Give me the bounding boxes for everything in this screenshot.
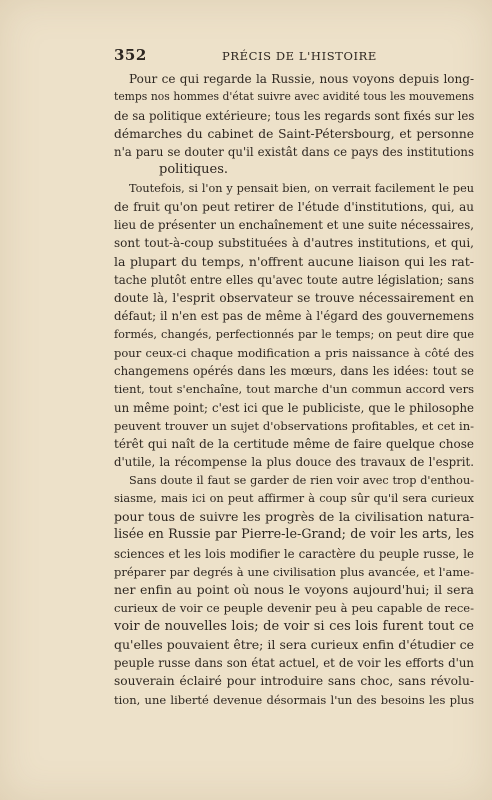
text-line: tache plutôt entre elles qu'avec toute autre législation; sans xyxy=(114,272,474,287)
text-line: démarches du cabinet de Saint-Pétersbourg, et personne xyxy=(114,126,474,141)
text-line: siasme, mais ici on peut affirmer à coup sûr qu'il sera curieux xyxy=(114,491,474,505)
text-line: peuple russe dans son état actuel, et de voir les efforts d'un xyxy=(114,656,474,670)
text-line: n'a paru se douter qu'il existât dans ce pays des institutions xyxy=(114,145,474,159)
text-line: temps nos hommes d'état suivre avec avidité tous les mouvemens xyxy=(114,90,474,104)
text-line: lisée en Russie par Pierre-le-Grand; de voir les arts, les xyxy=(114,527,474,543)
text-line: la plupart du temps, n'offrent aucune liaison qui les rat- xyxy=(114,253,474,269)
text-line: formés, changés, perfectionnés par le temps; on peut dire que xyxy=(114,327,474,341)
page-body-text xyxy=(114,70,474,709)
text-line: tient, tout s'enchaîne, tout marche d'un commun accord vers xyxy=(114,382,474,397)
text-line: sciences et les lois modifier le caractère du peuple russe, le xyxy=(114,546,474,561)
text-line: térêt qui naît de la certitude même de faire quelque chose xyxy=(114,437,474,451)
text-line: Pour ce qui regarde la Russie, nous voyons depuis long- xyxy=(129,72,474,86)
text-line: qu'elles pouvaient être; il sera curieux enfin d'étudier ce xyxy=(114,636,474,652)
text-line: préparer par degrés à une civilisation plus avancée, et l'ame- xyxy=(114,564,474,579)
text-line: un même point; c'est ici que le publiciste, que le philosophe xyxy=(114,400,474,415)
text-line: de fruit qu'on peut retirer de l'étude d'institutions, qui, au xyxy=(114,199,474,214)
text-line: pour ceux-ci chaque modification a pris naissance à côté des xyxy=(114,345,474,360)
text-line: voir de nouvelles lois; de voir si ces lois furent tout ce xyxy=(114,618,474,634)
text-line: défaut; il n'en est pas de même à l'égard des gouvernemens xyxy=(114,309,474,324)
text-line: politiques. xyxy=(159,162,229,178)
text-line: changemens opérés dans les mœurs, dans les idées: tout se xyxy=(114,364,474,378)
text-line: tion, une liberté devenue désormais l'un des besoins les plus xyxy=(114,692,474,707)
text-line: pour tous de suivre les progrès de la civilisation natura- xyxy=(114,509,474,524)
text-line: souverain éclairé pour introduire sans choc, sans révolu- xyxy=(114,674,474,689)
page-number: 352 xyxy=(114,46,147,64)
text-line: sont tout-à-coup substituées à d'autres institutions, et qui, xyxy=(114,236,474,251)
page-header xyxy=(114,46,474,66)
text-line: ner enfin au point où nous le voyons aujourd'hui; il sera xyxy=(114,582,474,597)
text-line: Sans doute il faut se garder de rien voir avec trop d'enthou- xyxy=(129,473,474,487)
text-line: doute là, l'esprit observateur se trouve nécessairement en xyxy=(114,291,474,305)
text-line: Toutefois, si l'on y pensait bien, on verrait facilement le peu xyxy=(129,181,474,195)
text-line: lieu de présenter un enchaînement et une suite nécessaires, xyxy=(114,218,474,232)
text-line: curieux de voir ce peuple devenir peu à peu capable de rece- xyxy=(114,601,474,616)
running-head: PRÉCIS DE L'HISTOIRE xyxy=(222,49,377,63)
text-line: d'utile, la récompense la plus douce des travaux de l'esprit. xyxy=(114,455,474,470)
text-line: de sa politique extérieure; tous les regards sont fixés sur les xyxy=(114,108,474,123)
text-line: peuvent trouver un sujet d'observations profitables, et cet in- xyxy=(114,418,474,433)
